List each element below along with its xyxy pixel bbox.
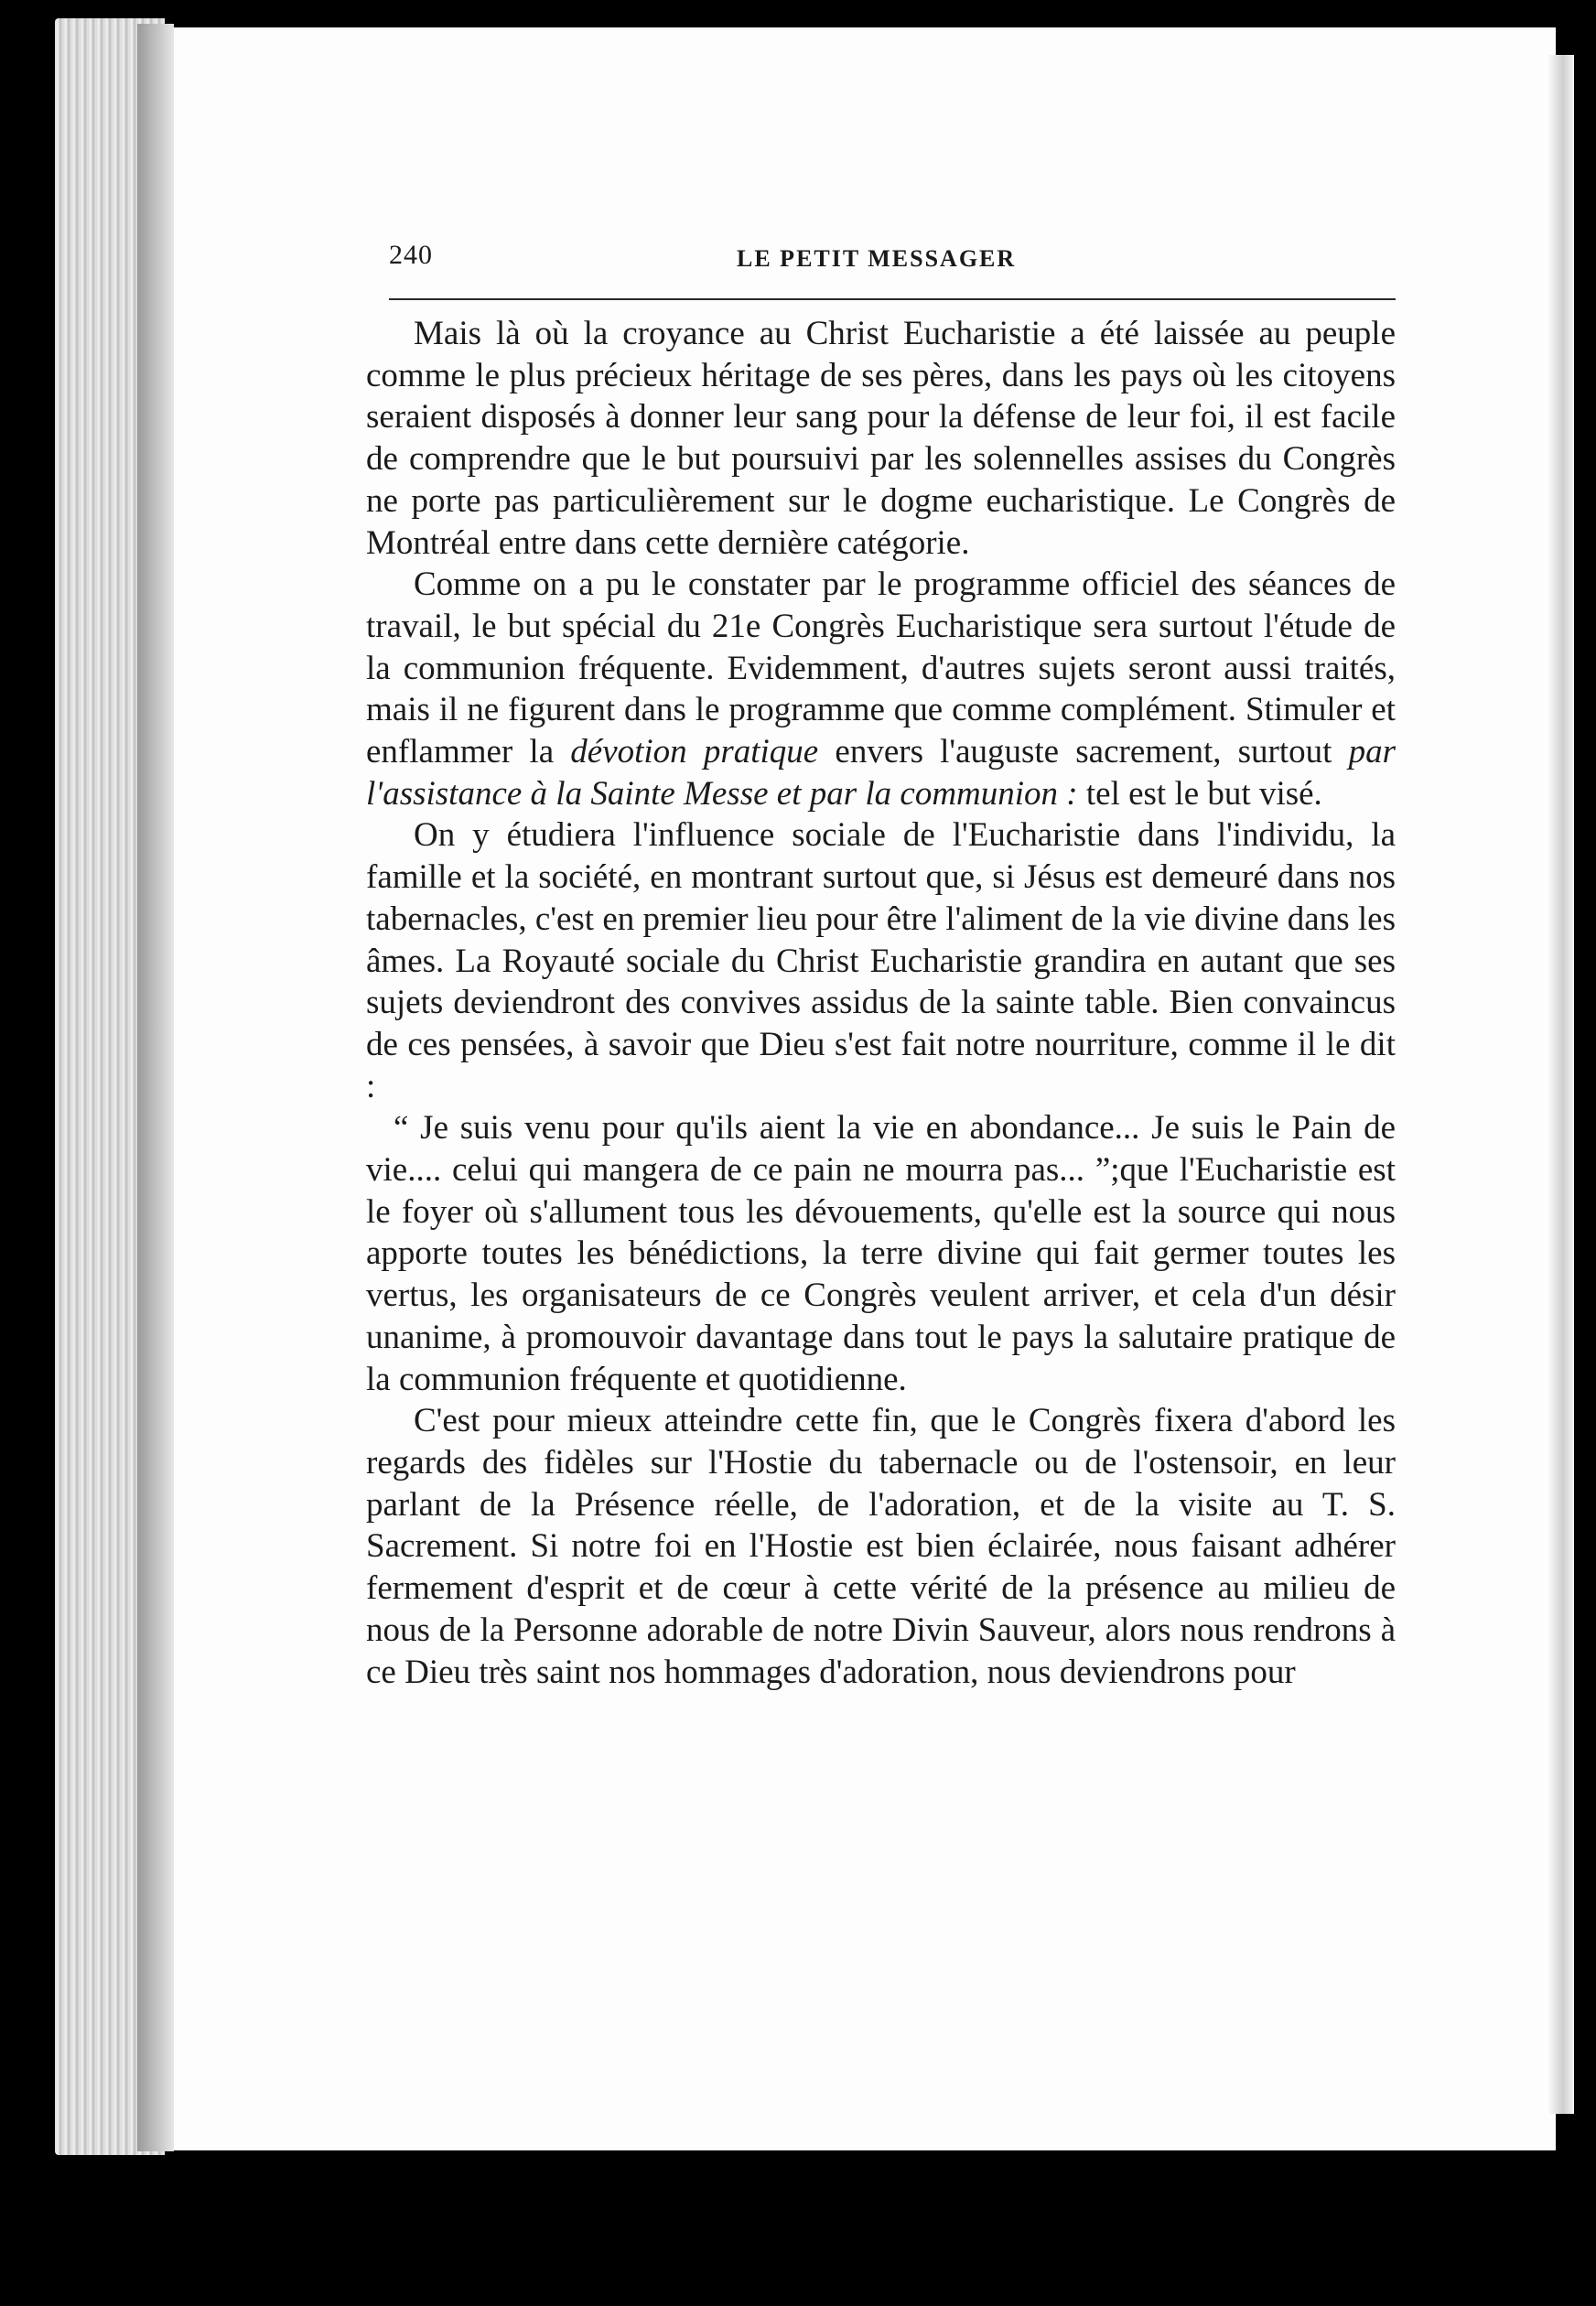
paragraph-text: Comme on a pu le constater par le programme officiel des séances de travail, le but spécial du 21e Congrès Eucharistique sera surtout l'étude de la communion fréquente. Evidemment, d'autres sujets seront aussi traités, mais il ne figurent dans le programme que comme complément. Stimuler et enflammer la	[366, 566, 1396, 771]
italic-phrase: par l'assistance à la Sainte Messe et par la communion :	[366, 733, 1396, 813]
italic-phrase: dévotion pratique	[570, 733, 819, 771]
running-title: LE PETIT MESSAGER	[737, 245, 1017, 272]
book-gutter-shadow	[137, 24, 174, 2151]
page-number: 240	[389, 240, 433, 270]
paragraph	[366, 564, 1396, 814]
scan-speck	[9, 526, 16, 543]
paragraph: On y étudiera l'influence sociale de l'Eucharistie dans l'individu, la famille et la société, en montrant surtout que, si Jésus est demeuré dans nos tabernacles, c'est en premier lieu pour être l'aliment de la vie divine dans les âmes. La Royauté sociale du Christ Eucharistie grandira en autant que ses sujets deviendront des convives assidus de la sainte table. Bien convaincus de ces pensées, à savoir que Dieu s'est fait notre nourriture, comme il le dit :	[366, 816, 1396, 1105]
body-text	[366, 313, 1396, 1693]
paragraph: C'est pour mieux atteindre cette fin, que le Congrès fixera d'abord les regards des fidèles sur l'Hostie du tabernacle ou de l'ostensoir, en leur parlant de la Présence réelle, de l'adoration, et de la visite au T. S. Sacrement. Si notre foi en l'Hostie est bien éclairée, nous faisant adhérer fermement d'esprit et de cœur à cette vérité de la présence au milieu de nous de la Personne adorable de notre Divin Sauveur, alors nous rendrons à ce Dieu très saint nos hommages d'adoration, nous deviendrons pour	[366, 1402, 1396, 1691]
paragraph: Mais là où la croyance au Christ Eucharistie a été laissée au peuple comme le plus précieux héritage de ses pères, dans les pays où les citoyens seraient disposés à donner leur sang pour la défense de leur foi, il est facile de comprendre que le but poursuivi par les solennelles assises du Congrès ne porte pas particulièrement sur le dogme eucharistique. Le Congrès de Montréal entre dans cette dernière catégorie.	[366, 315, 1396, 562]
page-header	[389, 240, 1396, 295]
quotation-paragraph: “ Je suis venu pour qu'ils aient la vie en abondance... Je suis le Pain de vie.... celui qui mangera de ce pain ne mourra pas... ”;que l'Eucharistie est le foyer où s'allument tous les dévouements, qu'elle est la source qui nous apporte toutes les bénédictions, la terre divine qui fait germer toutes les vertus, les organisateurs de ce Congrès veulent arriver, et cela d'un désir unanime, à promouvoir davantage dans tout le pays la salutaire pratique de la communion fréquente et quotidienne.	[366, 1109, 1396, 1398]
page-right-edge	[1547, 55, 1574, 2114]
scan-speck	[970, 13, 975, 21]
header-rule	[389, 298, 1396, 300]
paragraph-text: envers l'auguste sacrement, surtout	[818, 733, 1349, 771]
paragraph-text: tel est le but visé.	[1077, 774, 1322, 813]
